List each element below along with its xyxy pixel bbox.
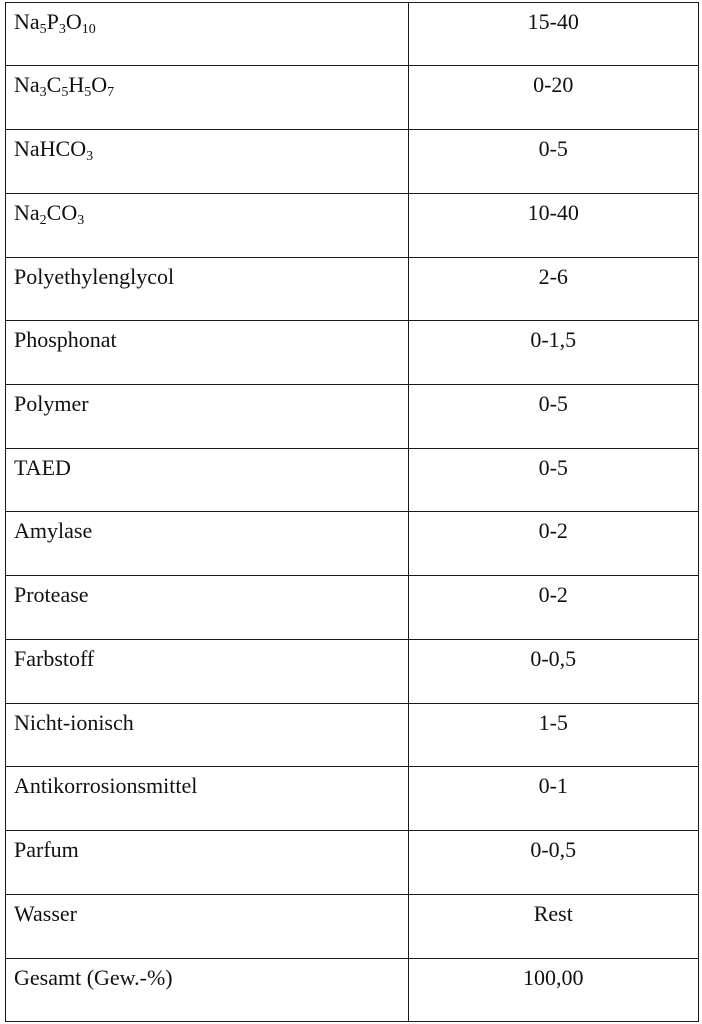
formula-subscript: 5 — [61, 85, 69, 101]
amount-cell: 0-5 — [408, 384, 698, 448]
composition-table-grid — [6, 3, 698, 1021]
ingredient-name-cell — [6, 130, 408, 194]
amount-cell: 0-20 — [408, 66, 698, 130]
formula-element: O — [91, 72, 108, 98]
table-row — [6, 639, 698, 703]
amount-cell: Rest — [408, 894, 698, 958]
ingredient-name-cell — [6, 193, 408, 257]
ingredient-name-cell: Parfum — [6, 831, 408, 895]
table-row — [6, 767, 698, 831]
table-row — [6, 321, 698, 385]
formula-subscript: 5 — [84, 85, 92, 101]
formula-subscript: 3 — [86, 149, 94, 165]
table-row — [6, 66, 698, 130]
amount-cell: 0-1 — [408, 767, 698, 831]
table-row — [6, 703, 698, 767]
amount-cell: 0-2 — [408, 512, 698, 576]
amount-cell: 15-40 — [408, 3, 698, 66]
formula-element: Na — [14, 72, 40, 98]
formula-element: NaHCO — [14, 136, 87, 162]
ingredient-name-cell: Polyethylenglycol — [6, 257, 408, 321]
table-row — [6, 958, 698, 1021]
ingredient-name-cell: Protease — [6, 576, 408, 640]
amount-cell: 0-5 — [408, 448, 698, 512]
amount-cell: 0-0,5 — [408, 639, 698, 703]
ingredient-name-cell — [6, 66, 408, 130]
table-row — [6, 130, 698, 194]
ingredient-name-cell: Amylase — [6, 512, 408, 576]
composition-table — [5, 2, 699, 1022]
composition-table-body — [6, 3, 698, 1021]
ingredient-name-cell: Farbstoff — [6, 639, 408, 703]
amount-cell: 1-5 — [408, 703, 698, 767]
ingredient-name-cell — [6, 3, 408, 66]
formula-subscript: 3 — [39, 85, 47, 101]
amount-cell: 100,00 — [408, 958, 698, 1021]
ingredient-name-cell: Polymer — [6, 384, 408, 448]
amount-cell: 10-40 — [408, 193, 698, 257]
amount-cell: 0-5 — [408, 130, 698, 194]
amount-cell: 0-2 — [408, 576, 698, 640]
formula-element: P — [46, 9, 59, 34]
amount-cell: 0-0,5 — [408, 831, 698, 895]
table-row — [6, 512, 698, 576]
table-row — [6, 193, 698, 257]
formula-subscript: 10 — [81, 22, 96, 37]
ingredient-name-cell: Nicht-ionisch — [6, 703, 408, 767]
ingredient-name-cell: Wasser — [6, 894, 408, 958]
formula-subscript: 3 — [77, 212, 85, 228]
table-row — [6, 448, 698, 512]
ingredient-name-cell: TAED — [6, 448, 408, 512]
formula-subscript: 2 — [39, 212, 47, 228]
ingredient-name-cell: Phosphonat — [6, 321, 408, 385]
table-row — [6, 894, 698, 958]
table-row — [6, 576, 698, 640]
ingredient-name-cell: Gesamt (Gew.-%) — [6, 958, 408, 1021]
table-row — [6, 384, 698, 448]
formula-element: CO — [46, 199, 78, 225]
formula-subscript: 3 — [58, 22, 66, 37]
amount-cell: 0-1,5 — [408, 321, 698, 385]
table-row — [6, 3, 698, 66]
formula-element: Na — [14, 199, 40, 225]
ingredient-name-cell: Antikorrosionsmittel — [6, 767, 408, 831]
formula-subscript: 5 — [39, 22, 47, 37]
formula-element: C — [46, 72, 62, 98]
table-row — [6, 257, 698, 321]
formula-element: O — [65, 9, 82, 34]
table-row — [6, 831, 698, 895]
formula-element: H — [68, 72, 85, 98]
formula-element: Na — [14, 9, 40, 34]
formula-subscript: 7 — [107, 85, 115, 101]
amount-cell: 2-6 — [408, 257, 698, 321]
